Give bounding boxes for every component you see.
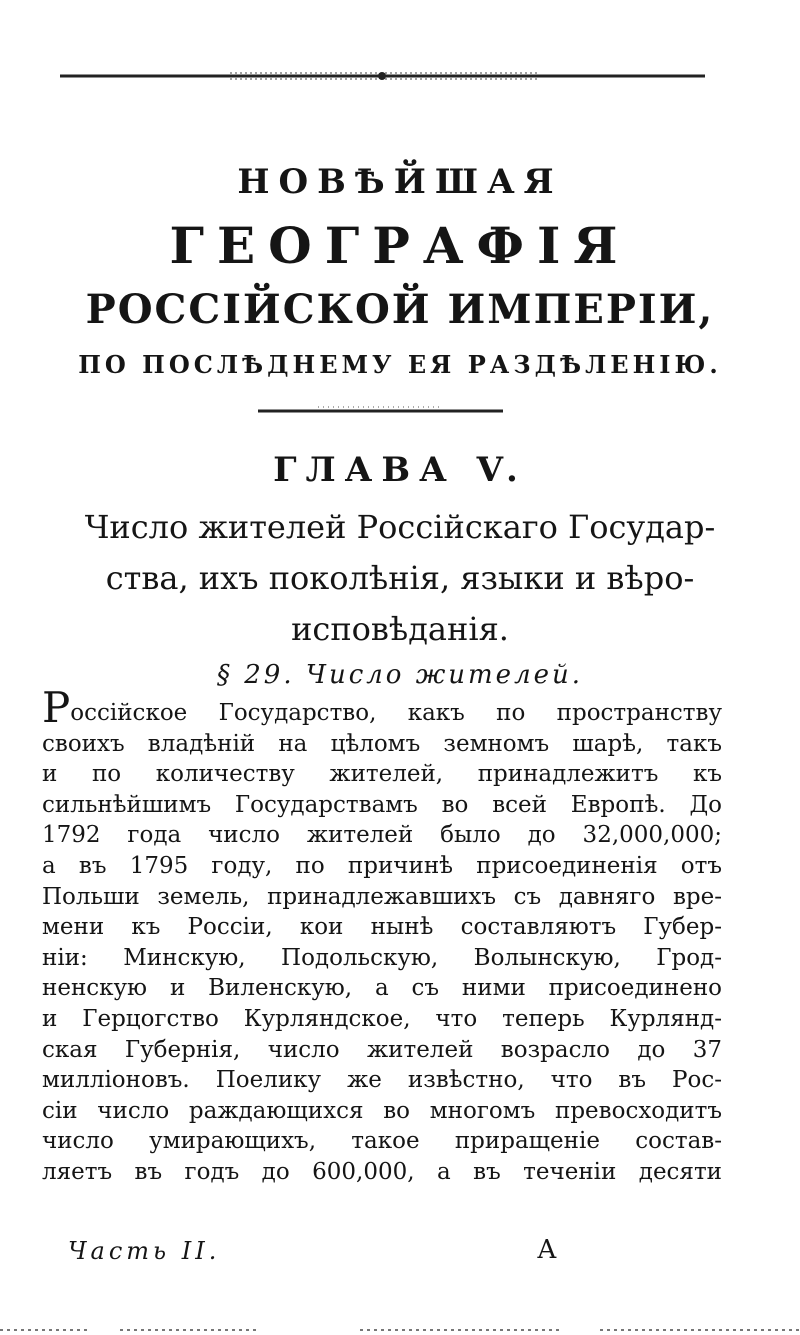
title-line-1: НОВѢЙШАЯ <box>237 162 563 202</box>
title-line-4: ПО ПОСЛѢДНЕМУ ЕЯ РАЗДѢЛЕНІЮ. <box>78 350 722 379</box>
title-line-3: РОССІЙСКОЙ ИМПЕРІИ, <box>85 286 715 333</box>
drop-cap: Р <box>42 683 71 732</box>
chapter-subtitle <box>40 502 760 655</box>
body-line: и по количеству жителей, принадлежитъ къ <box>42 761 722 788</box>
body-line: ляетъ въ годъ до 600,000, а въ теченіи десяти <box>42 1158 722 1185</box>
body-line: сіи число раждающихся во многомъ превосходитъ <box>42 1097 722 1124</box>
body-line: Польши земель, принадлежавшихъ съ давняго вре- <box>42 883 722 910</box>
body-line: и Герцогство Курляндское, что теперь Курлянд- <box>42 1005 722 1032</box>
body-line: милліоновъ. Поелику же извѣстно, что въ Рос- <box>42 1067 722 1094</box>
chapter-subtitle-line: исповѣданія. <box>291 610 509 648</box>
top-ornament-rule <box>60 68 705 84</box>
body-line: своихъ владѣній на цѣломъ земномъ шарѣ, такъ <box>42 730 722 757</box>
section-divider-rule <box>258 404 503 418</box>
body-line: 1792 года число жителей было до 32,000,000; <box>42 822 722 849</box>
footer-signature-mark: А <box>537 1235 557 1265</box>
body-line: мени къ Россіи, кои нынѣ составляютъ Губер- <box>42 914 722 941</box>
body-line: ская Губернія, число жителей возрасло до 37 <box>42 1036 722 1063</box>
body-paragraph <box>42 683 722 1188</box>
chapter-subtitle-line: ства, ихъ поколѣнія, языки и вѣро- <box>105 559 695 597</box>
page-edge-marks <box>0 1324 800 1335</box>
body-line-text: оссійское Государство, какъ по пространству <box>70 700 722 726</box>
body-line: ніи: Минскую, Подольскую, Волынскую, Грод- <box>42 944 722 971</box>
footer-part-label: Часть II. <box>68 1237 221 1265</box>
chapter-heading: ГЛАВА V. <box>273 450 527 490</box>
title-line-2: ГЕОГРАФІЯ <box>169 216 631 275</box>
body-line: а въ 1795 году, по причинѣ присоединенія отъ <box>42 852 722 879</box>
body-line: сильнѣйшимъ Государствамъ во всей Европѣ. До <box>42 791 722 818</box>
body-line: ненскую и Виленскую, а съ ними присоединено <box>42 975 722 1002</box>
chapter-subtitle-line: Число жителей Россійскаго Государ- <box>84 508 716 546</box>
body-line <box>42 683 722 732</box>
body-line: число умирающихъ, такое приращеніе состав- <box>42 1128 722 1155</box>
section-heading: § 29. Число жителей. <box>216 660 584 690</box>
